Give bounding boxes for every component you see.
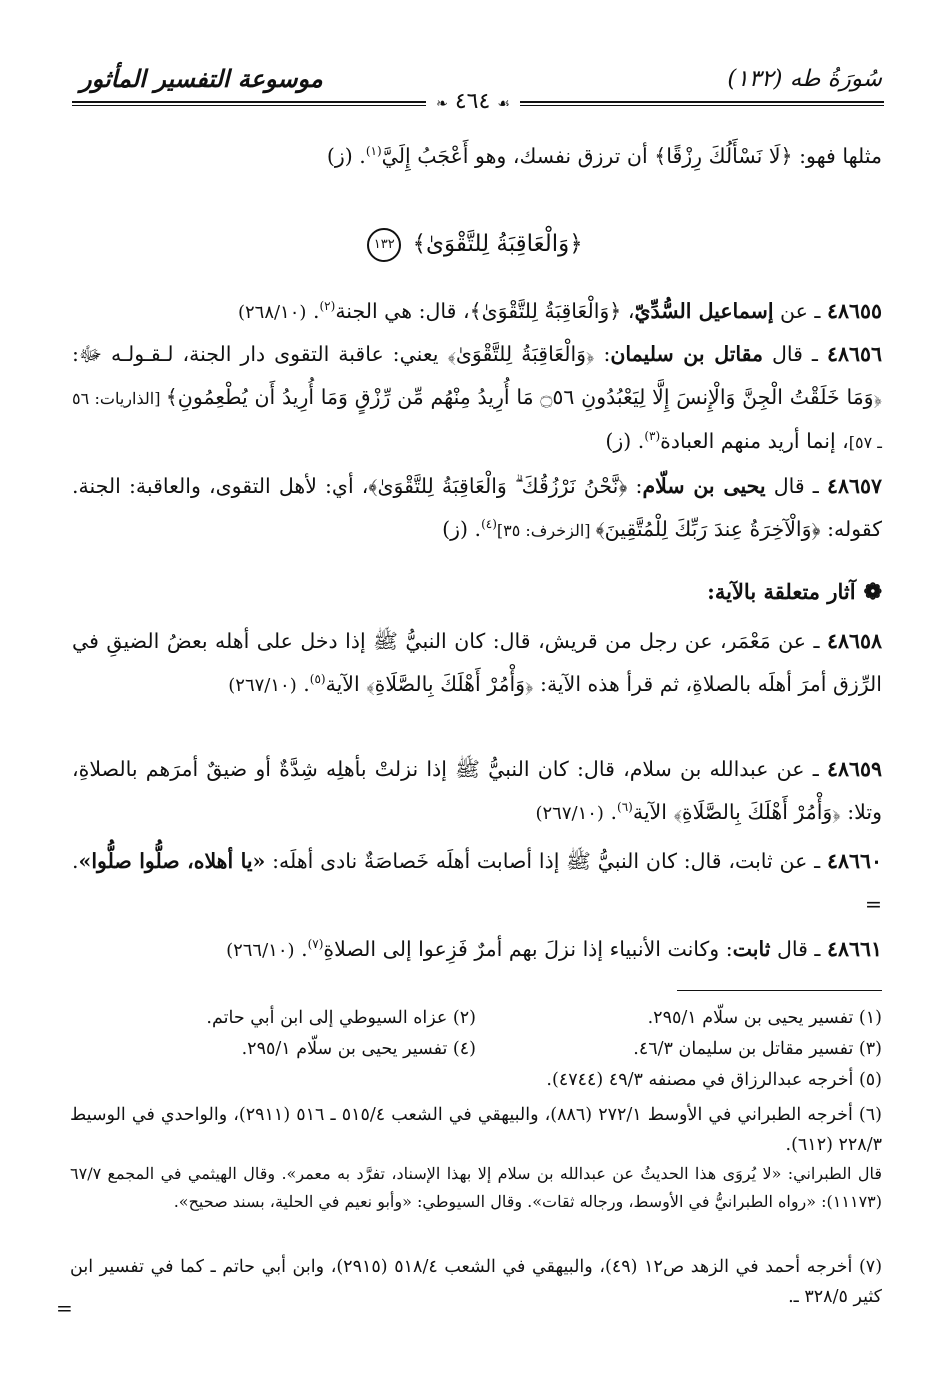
- entry-text: .: [610, 800, 617, 824]
- ayah-text: ﴿وَالْعَاقِبَةُ لِلتَّقْوَىٰ﴾: [412, 231, 583, 257]
- athar-48660: [72, 840, 882, 926]
- section-heading-text: آثار متعلقة بالآية:: [707, 579, 856, 604]
- quoted-saying: «يا أهلاه، صلُّوا صلُّوا»: [78, 849, 266, 873]
- entry-text: .: [312, 299, 320, 323]
- footnote-separator: [677, 990, 882, 991]
- footnote-marker: (٥): [309, 672, 326, 687]
- surah-reference: [الزخرف: ٣٥]: [496, 521, 596, 540]
- footnote-4: (٤) تفسير يحيى بن سلّام ٢٩٥/١.: [241, 1039, 476, 1059]
- intro-text: مثلها فهو:: [792, 144, 882, 168]
- volume-reference: (٢٦٦/١٠): [226, 940, 295, 961]
- intro-text: أن ترزق نفسك، وهو أَعْجَبُ إِلَيَّ: [381, 144, 655, 168]
- entry-number: ٤٨٦٦١: [826, 937, 882, 961]
- entry-number: ٤٨٦٥٩: [826, 757, 882, 781]
- ayah-number-badge: ١٣٢: [367, 228, 401, 262]
- section-heading: [707, 574, 882, 610]
- volume-reference: (٢٦٧/١٠): [535, 803, 604, 824]
- footnote-marker: (٢): [319, 299, 336, 314]
- flower-ornament-icon: ❁: [863, 579, 882, 605]
- intro-text: . (ز): [326, 144, 366, 168]
- entry-text: الآية: [325, 672, 367, 696]
- entry-text: ـ عن مَعْمَر، عن رجل من قريش، قال: كان النبيُّ ﷺ إذا دخل على أهله بعضُ الضيقِ في الرِّزق أمرَ أهلَه بالصلاةِ، ثم قرأ هذه الآية:: [72, 629, 882, 696]
- page-number: ٤٦٤: [454, 89, 491, 114]
- surah-reference: [الذاريات: ٥٦ ـ ٥٧]: [72, 389, 882, 452]
- footnote-3: (٣) تفسير مقاتل بن سليمان ٤٦/٣.: [633, 1039, 882, 1059]
- entry-text: يعني: عاقبة التقوى دار الجنة، لـقـولـه ﷻ:: [72, 342, 448, 366]
- footnote-marker: (٧): [307, 937, 324, 952]
- entry-text: :: [594, 342, 611, 366]
- entry-text: ، أي: لأهل التقوى، والعاقبة: الجنة. كقوله:: [72, 474, 882, 541]
- entry-text: .: [301, 937, 308, 961]
- entry-text: ، إنما أريد منهم العبادة: [660, 429, 849, 453]
- footnote-marker: (٤): [481, 517, 497, 532]
- athar-48661: [72, 928, 882, 972]
- quran-quote: ﴿لَا نَسْأَلُكَ رِزْقًا﴾: [654, 144, 793, 168]
- footnote-6: (٦) أخرجه الطبراني في الأوسط ٢٧٢/١ (٨٨٦)، والبيهقي في الشعب ٥١٥/٤ ـ ٥١٦ (٢٩١١)، والواحدي في الوسيط ٢٢٨/٣ (٦١٢).: [70, 1105, 882, 1155]
- quran-quote: ﴿وَالْعَاقِبَةُ لِلتَّقْوَىٰ﴾: [447, 342, 595, 366]
- ornament-left-icon: ❧: [436, 96, 448, 112]
- quran-quote: ﴿وَأْمُرْ أَهْلَكَ بِالصَّلَاةِ﴾: [366, 672, 534, 696]
- ornament-right-icon: ☙: [497, 96, 510, 112]
- entry-number: ٤٨٦٥٥: [826, 299, 882, 323]
- entry-number: ٤٨٦٥٦: [826, 342, 882, 366]
- volume-reference: (٢٦٧/١٠): [228, 675, 297, 696]
- intro-paragraph: [72, 135, 882, 178]
- footnote-marker: (١): [365, 144, 382, 159]
- entry-text: الآية: [632, 800, 674, 824]
- entry-text: . =: [72, 849, 882, 916]
- quran-quote: ﴿وَالْعَاقِبَةُ لِلتَّقْوَىٰ﴾: [469, 299, 622, 323]
- volume-reference: (٢٦٨/١٠): [237, 302, 307, 323]
- footnote-2: (٢) عزاه السيوطي إلى ابن أبي حاتم.: [206, 1008, 476, 1028]
- entry-number: ٤٨٦٥٧: [826, 474, 882, 498]
- footnote-1: (١) تفسير يحيى بن سلّام ٢٩٥/١.: [647, 1008, 882, 1028]
- athar-48659: [72, 748, 882, 835]
- entry-text: ـ عن: [773, 299, 827, 323]
- narrator-name: يحيى بن سلّام: [642, 474, 766, 498]
- entry-text: ـ قال: [763, 342, 827, 366]
- entry-text: .: [303, 672, 310, 696]
- footnote-7: (٧) أخرجه أحمد في الزهد ص١٢ (٤٩)، والبيهقي في الشعب ٥١٨/٤ (٢٩١٥)، وابن أبي حاتم ـ كما في تفسير ابن كثير ٣٢٨/٥ ـ.: [70, 1257, 883, 1307]
- athar-48658: [72, 620, 882, 707]
- footnote-marker: (٦): [617, 800, 633, 815]
- entry-text: ـ قال: [770, 937, 827, 961]
- narrator-name: إسماعيل السُّدِّيّ: [634, 299, 774, 323]
- margin-continuation-mark: =: [56, 1296, 73, 1320]
- entry-text: ـ عن عبدالله بن سلام، قال: كان النبيُّ ﷺ إذا نزلتْ بأهلِه شِدَّةٌ أو ضيقٌ أمرَهم بالصلاةِ، وتلا:: [72, 757, 882, 824]
- entry-48655: [72, 290, 882, 334]
- page-number-area: [0, 88, 946, 118]
- entry-text: ، قال: هي الجنة: [335, 299, 470, 323]
- entry-text: . (ز): [442, 517, 482, 541]
- entry-text: ـ قال: [765, 474, 827, 498]
- entry-48657: [72, 465, 882, 552]
- entry-text: : وكانت الأنبياء إذا نزلَ بهم أمرٌ فَزِعوا إلى الصلاةِ: [323, 937, 733, 961]
- entry-number: ٤٨٦٥٨: [826, 629, 882, 653]
- entry-number: ٤٨٦٦٠: [826, 849, 882, 873]
- book-title: موسوعة التفسير المأثور: [80, 64, 323, 93]
- entry-text: :: [627, 474, 643, 498]
- quran-quote: ﴿نَّحْنُ نَرْزُقُكَ ۗ وَالْعَاقِبَةُ لِلتَّقْوَىٰ﴾: [368, 474, 628, 498]
- footnote-marker: (٣): [644, 429, 661, 444]
- narrator-name: ثابت: [732, 937, 771, 961]
- surah-title: سُورَةُ طه (١٣٢): [727, 66, 882, 92]
- entry-text: . (ز): [605, 429, 645, 453]
- quran-quote: ﴿وَالْآخِرَةُ عِندَ رَبِّكَ لِلْمُتَّقِينَ﴾: [595, 517, 821, 541]
- quran-quote: ﴿وَأْمُرْ أَهْلَكَ بِالصَّلَاةِ﴾: [673, 800, 841, 824]
- footnote-6-comment: قال الطبراني: «لا يُروَى هذا الحديثُ عن عبدالله بن سلام إلا بهذا الإسناد، تفرَّد به معمر». وقال الهيثمي في المجمع ٦٧/٧ (١١١٧٣): «رواه الطبرانيُّ في الأوسط، ورجاله ثقات». وقال السيوطي: «وأبو نعيم في الحلية، بسند صحيح».: [70, 1164, 882, 1211]
- narrator-name: مقاتل بن سليمان: [610, 342, 764, 366]
- entry-48656: [72, 333, 882, 464]
- entry-text: ـ عن ثابت، قال: كان النبيُّ ﷺ إذا أصابت أهلَه خَصاصَةٌ نادى أهلَه:: [265, 849, 827, 873]
- quran-quote: ﴿وَمَا خَلَقْتُ الْجِنَّ وَالْإِنسَ إِلَّا لِيَعْبُدُونِ ۝٥٦ مَا أُرِيدُ مِنْهُم مِّن رِّزْقٍ وَمَا أُرِيدُ أَن يُطْعِمُونِ﴾: [165, 385, 882, 409]
- entry-text: ،: [621, 299, 635, 323]
- ayah-heading: [0, 222, 946, 266]
- page-number-box: [426, 88, 520, 118]
- footnote-5: (٥) أخرجه عبدالرزاق في مصنفه ٤٩/٣ (٤٧٤٤).: [546, 1070, 882, 1090]
